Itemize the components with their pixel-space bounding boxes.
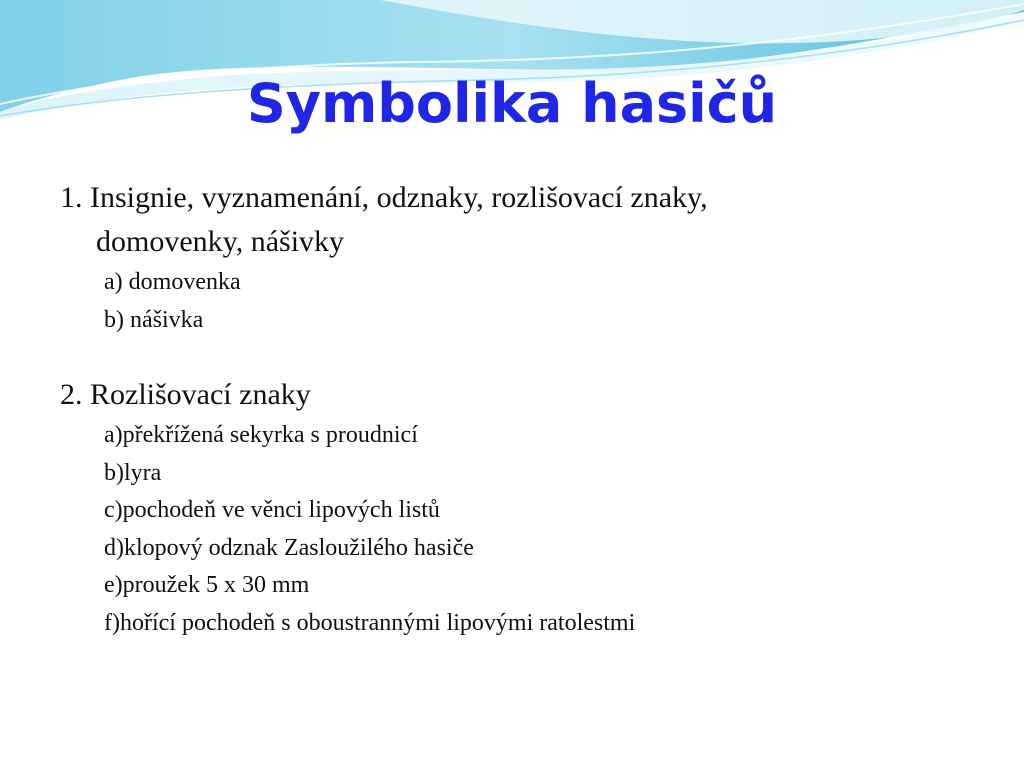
page-title: Symbolika hasičů (246, 72, 778, 135)
sub-item: b)lyra (104, 459, 162, 486)
sub-item: b) nášivka (104, 306, 204, 333)
sub-item: a)překřížená sekyrka s proudnicí (104, 422, 418, 448)
heading-1-line-2: domovenky, nášivky (96, 225, 345, 258)
sub-item: c)pochodeň ve věnci lipových listů (104, 497, 440, 523)
content-list (60, 176, 990, 642)
list-item-2-heading: 2. Rozlišovací znaky (60, 378, 311, 411)
sub-item: a) domovenka (104, 269, 241, 295)
sub-item: e)proužek 5 x 30 mm (104, 572, 310, 598)
list-item-1-heading (60, 176, 990, 264)
sub-item: d)klopový odznak Zasloužilého hasiče (104, 534, 474, 561)
heading-1-line-1: 1. Insignie, vyznamenání, odznaky, rozlišovací znaky, (60, 181, 708, 214)
sub-item: f)hořící pochodeň s oboustrannými lipovými ratolestmi (104, 609, 636, 636)
